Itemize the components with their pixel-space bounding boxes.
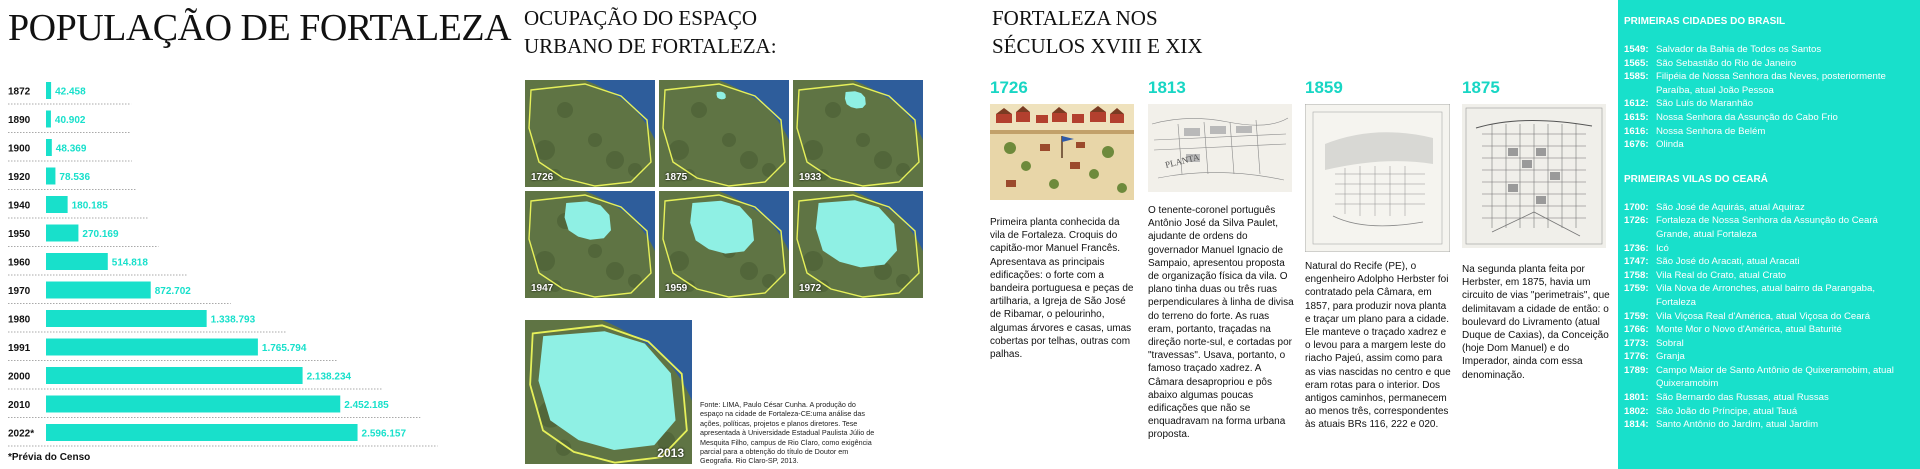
village-year: 1766: [1624, 324, 1649, 336]
village-year: 1801: [1624, 392, 1649, 404]
village-name: Campo Maior de Santo Antônio de Quixeramobim, atual Quixeramobim [1656, 364, 1894, 390]
population-title: POPULAÇÃO DE FORTALEZA [8, 7, 512, 49]
village-item [1624, 364, 1910, 391]
occupation-map-year-label: 1726 [531, 172, 554, 183]
village-item [1624, 201, 1910, 215]
plan-text-1726: Primeira planta conhecida da vila de Fortaleza. Croquis do capitão-mor Manuel Francês. Apresentava as principais edificações: o forte com a bandeira portuguesa e peças de artilharia, a Igreja de São José de Ribamar, o pelourinho, algumas árvores e casas, umas cobertas por telhas, outras com palhas. [990, 217, 1134, 361]
history-title-line-1: FORTALEZA NOS [992, 6, 1158, 30]
history-title [992, 4, 1203, 60]
village-item [1624, 214, 1910, 241]
village-year: 1736: [1624, 242, 1649, 254]
population-bar [46, 424, 358, 441]
bar-value-label: 40.902 [54, 115, 86, 126]
history-title-line-2: SÉCULOS XVIII E XIX [992, 34, 1203, 58]
village-name: Monte Mor o Novo d'América, atual Baturité [1656, 324, 1842, 336]
source-note: Fonte: LIMA, Paulo César Cunha. A produção do espaço na cidade de Fortaleza-CE:uma análise das ações, políticas, projetos e planos diretores. Tese apresentada à Universidade Estadual Paulista Júlio de Mesquita Filho, campus de Rio Claro, como exigência parcial para a obtenção do título de Doutor em Geografia. Rio Claro-SP, 2013. [700, 400, 875, 466]
occupation-title-line-1: OCUPAÇÃO DO ESPAÇO [524, 6, 758, 30]
bar-value-label: 48.369 [55, 143, 87, 155]
plan-image-1875 [1462, 104, 1606, 248]
village-name: Fortaleza de Nossa Senhora da Assunção do Ceará Grande, atual Fortaleza [1656, 215, 1878, 240]
cities-heading: PRIMEIRAS CIDADES DO BRASIL [1624, 16, 1786, 27]
village-item [1624, 323, 1910, 337]
population-bar [46, 196, 68, 213]
bar-value-label: 270.169 [82, 229, 119, 240]
plan-1813-map-label: PLANTA [1164, 151, 1201, 170]
city-year: 1676: [1624, 139, 1649, 151]
population-bar [46, 282, 151, 299]
occupation-map-year-label: 2013 [657, 446, 684, 460]
village-item [1624, 255, 1910, 269]
city-year: 1549: [1624, 44, 1649, 55]
bar-category-label: 1991 [8, 343, 31, 354]
history-sidebar [1618, 0, 1920, 469]
plan-year-1875: 1875 [1462, 78, 1500, 97]
city-item [1624, 70, 1910, 97]
plan-image-1726 [990, 104, 1134, 200]
city-name: Nossa Senhora da Assunção do Cabo Frio [1656, 111, 1838, 123]
village-name: Vila Viçosa Real d'América, atual Viçosa do Ceará [1656, 310, 1871, 322]
village-name: Sobral [1656, 337, 1684, 349]
village-year: 1773: [1624, 337, 1649, 349]
village-name: Granja [1656, 351, 1685, 363]
village-name: Icó [1656, 242, 1669, 254]
bar-value-label: 78.536 [59, 172, 91, 183]
population-bar [46, 82, 51, 99]
population-bar-chart [0, 78, 470, 450]
city-item [1624, 125, 1910, 139]
bar-value-label: 2.452.185 [344, 400, 389, 411]
village-name: São José do Aracati, atual Aracati [1656, 256, 1800, 268]
bar-category-label: 1960 [8, 257, 31, 269]
village-item [1624, 391, 1910, 405]
plan-text-1875: Na segunda planta feita por Herbster, em 1875, havia um circuito de vias "perimetrais", que delimitavam a cidade de então: o boulevard do Livramento (atual Duque de Caxias), da Conceição (hoje Dom Manuel) e do Imperador, ainda com essa denominação. [1462, 264, 1610, 381]
bar-category-label: 1872 [8, 86, 31, 98]
city-name: Filipéia de Nossa Senhora das Neves, posteriormente Paraíba, atual João Pessoa [1656, 71, 1886, 96]
city-year: 1612: [1624, 98, 1649, 110]
population-bar [46, 168, 55, 185]
city-name: Nossa Senhora de Belém [1656, 125, 1766, 137]
bar-category-label: 1970 [8, 286, 31, 297]
bar-category-label: 1920 [8, 172, 31, 183]
city-name: São Luís do Maranhão [1656, 98, 1754, 110]
plan-year-1859: 1859 [1305, 78, 1343, 97]
bar-value-label: 1.338.793 [210, 314, 256, 326]
bar-category-label: 2010 [8, 400, 31, 411]
village-year: 1789: [1624, 364, 1649, 376]
population-bar [46, 310, 207, 327]
occupation-map-year-label: 1947 [531, 283, 554, 294]
villages-heading: PRIMEIRAS VILAS DO CEARÁ [1624, 173, 1768, 185]
bar-value-label: 1.765.794 [261, 343, 307, 354]
village-year: 1758: [1624, 269, 1649, 281]
bar-category-label: 1980 [8, 314, 31, 326]
village-year: 1759: [1624, 310, 1649, 322]
population-bar [46, 253, 108, 270]
city-item [1624, 111, 1910, 125]
bar-value-label: 872.702 [154, 286, 191, 297]
city-name: Olinda [1656, 139, 1684, 151]
village-item [1624, 337, 1910, 351]
occupation-title [524, 4, 777, 60]
bar-category-label: 1950 [8, 229, 31, 240]
occupation-map-2013 [525, 320, 692, 464]
village-name: São João do Príncipe, atual Tauá [1656, 405, 1798, 417]
city-item [1624, 43, 1910, 57]
bar-category-label: 2000 [8, 371, 31, 383]
village-name: Santo Antônio do Jardim, atual Jardim [1656, 419, 1819, 431]
population-bar [46, 111, 51, 128]
city-item [1624, 97, 1910, 111]
occupation-map-1726 [525, 80, 655, 187]
city-item [1624, 138, 1910, 152]
occupation-map-year-label: 1972 [799, 283, 822, 294]
population-bar [46, 139, 52, 156]
village-name: Vila Real do Crato, atual Crato [1656, 269, 1786, 281]
village-item [1624, 242, 1910, 256]
bar-category-label: 1890 [8, 115, 31, 126]
village-item [1624, 405, 1910, 419]
village-year: 1726: [1624, 215, 1649, 227]
bar-value-label: 2.138.234 [306, 371, 352, 383]
occupation-map-1947 [525, 191, 655, 298]
village-name: São Bernardo das Russas, atual Russas [1656, 392, 1829, 404]
bar-value-label: 180.185 [71, 200, 108, 212]
village-year: 1814: [1624, 419, 1649, 431]
village-year: 1802: [1624, 405, 1649, 417]
occupation-map-year-label: 1875 [665, 172, 688, 183]
city-name: Salvador da Bahia de Todos os Santos [1656, 44, 1822, 55]
plan-image-1813 [1148, 104, 1292, 192]
village-name: Vila Nova de Arronches, atual bairro da Parangaba, Fortaleza [1656, 283, 1876, 308]
bar-value-label: 2.596.157 [361, 428, 407, 440]
occupation-map-year-label: 1933 [799, 172, 822, 183]
city-year: 1585: [1624, 71, 1649, 83]
village-item [1624, 310, 1910, 324]
village-item [1624, 282, 1910, 309]
city-year: 1565: [1624, 57, 1649, 69]
city-name: São Sebastião do Rio de Janeiro [1656, 57, 1797, 69]
city-item [1624, 57, 1910, 71]
occupation-map-1933 [793, 80, 923, 187]
plan-text-1859: Natural do Recife (PE), o engenheiro Adolpho Herbster foi contratado pela Câmara, em 1857, para produzir nova planta e traçar um plano para a cidade. Ele manteve o traçado xadrez e o levou para a margem leste do riacho Pajeú, assim como para as vias nascidas no centro e que eram rotas para o interior. Dos antigos caminhos, permanecem ao menos três, correspondentes às atuais BRs 116, 222 e 020. [1305, 261, 1451, 431]
occupation-map-year-label: 1959 [665, 283, 688, 294]
bar-value-label: 514.818 [111, 257, 148, 269]
population-bar [46, 225, 78, 242]
village-year: 1747: [1624, 256, 1649, 268]
village-year: 1700: [1624, 201, 1649, 213]
occupation-title-line-2: URBANO DE FORTALEZA: [524, 34, 777, 58]
village-name: São José de Aquirás, atual Aquiraz [1656, 201, 1805, 213]
village-year: 1776: [1624, 351, 1649, 363]
population-bar [46, 339, 258, 356]
plan-text-1813: O tenente-coronel português Antônio José da Silva Paulet, ajudante de ordens do governador Manuel Ignacio de Sampaio, apresentou proposta de organização física da vila. O plano tinha duas ou três ruas perpendiculares à linha de divisa do terreno do forte. As ruas eram, portanto, traçadas na direção norte-sul, e cortadas por "travessas". Usava, portanto, o famoso traçado xadrez. A Câmara desapropriou e pôs abaixo algumas poucas edificações que não se enquadravam na forma urbana proposta. [1148, 205, 1294, 441]
plan-year-1813: 1813 [1148, 78, 1186, 97]
village-item [1624, 418, 1910, 432]
village-item [1624, 350, 1910, 364]
plan-image-1859 [1305, 104, 1450, 252]
city-year: 1616: [1624, 125, 1649, 137]
village-item [1624, 269, 1910, 283]
cities-list [1624, 43, 1910, 152]
occupation-map-1972 [793, 191, 923, 298]
village-year: 1759: [1624, 283, 1649, 295]
bar-category-label: 1900 [8, 143, 31, 155]
population-bar [46, 367, 303, 384]
bar-category-label: 1940 [8, 200, 31, 212]
occupation-map-1959 [659, 191, 789, 298]
villages-list [1624, 201, 1910, 432]
plan-year-1726: 1726 [990, 78, 1028, 97]
bar-value-label: 42.458 [55, 86, 86, 98]
occupation-map-1875 [659, 80, 789, 187]
bar-category-label: 2022* [8, 428, 35, 440]
population-bar [46, 396, 340, 413]
population-footnote: *Prévia do Censo [8, 452, 91, 463]
city-year: 1615: [1624, 111, 1649, 123]
